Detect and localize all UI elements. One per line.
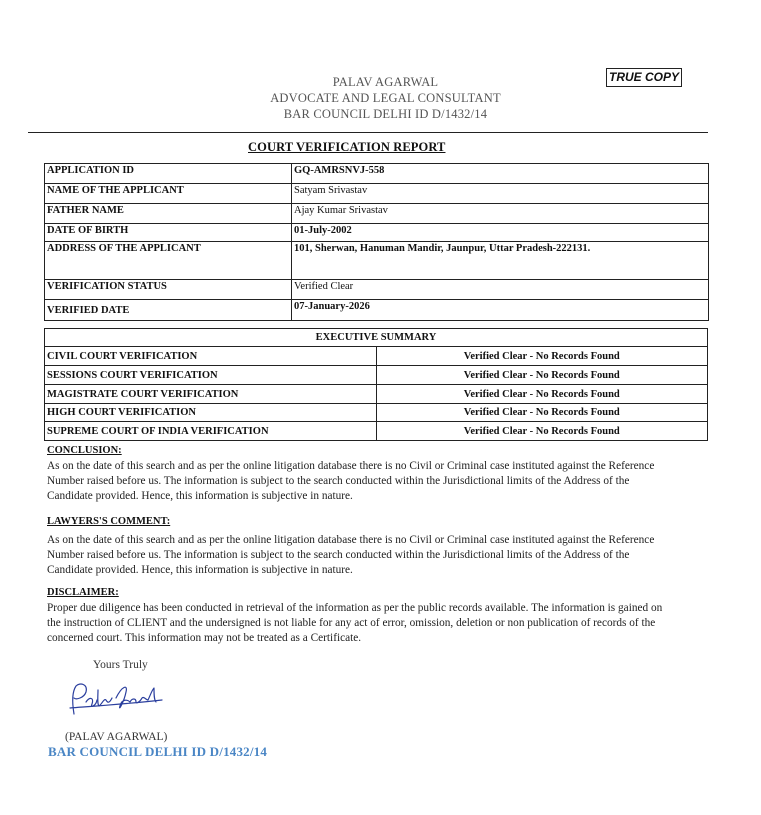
disclaimer-text (47, 601, 707, 646)
text-line: Number raised before us. The information is subject to the search conducted within the Jurisdictional limits of the Address of the (47, 549, 630, 561)
summary-value: Verified Clear - No Records Found (376, 385, 708, 404)
table-row (45, 164, 709, 184)
table-row (45, 204, 709, 224)
disclaimer-title: DISCLAIMER: (47, 587, 119, 598)
text-line: Number raised before us. The information is subject to the search conducted within the Jurisdictional limits of the Address of the (47, 475, 630, 487)
father-name-label: FATHER NAME (45, 204, 292, 224)
text-line: Proper due diligence has been conducted in retrieval of the information as per the public records available. The information is gained on (47, 602, 663, 614)
conclusion-text (47, 459, 707, 504)
verified-date-label: VERIFIED DATE (45, 300, 292, 321)
address-label: ADDRESS OF THE APPLICANT (45, 242, 292, 280)
summary-label: CIVIL COURT VERIFICATION (45, 347, 377, 366)
header-divider (28, 132, 708, 133)
text-line: As on the date of this search and as per the online litigation database there is no Civil or Criminal case instituted against the Reference (47, 534, 655, 546)
table-row (45, 422, 708, 441)
text-line: Candidate provided. Hence, this information is subjective in nature. (47, 564, 353, 576)
summary-label: SUPREME COURT OF INDIA VERIFICATION (45, 422, 377, 441)
father-name-value: Ajay Kumar Srivastav (292, 204, 709, 224)
table-row (45, 404, 708, 422)
table-row (45, 329, 708, 347)
executive-summary-table (44, 328, 708, 441)
summary-value: Verified Clear - No Records Found (376, 347, 708, 366)
address-value: 101, Sherwan, Hanuman Mandir, Jaunpur, Uttar Pradesh-222131. (292, 242, 709, 280)
handwritten-signature (66, 678, 166, 722)
table-row (45, 366, 708, 385)
lawyers-comment-text (47, 533, 707, 578)
application-id-value: GQ-AMRSNVJ-558 (292, 164, 709, 184)
yours-truly: Yours Truly (93, 659, 148, 671)
application-id-label: APPLICATION ID (45, 164, 292, 184)
text-line: Candidate provided. Hence, this information is subjective in nature. (47, 490, 353, 502)
verification-status-value: Verified Clear (292, 280, 709, 300)
summary-label: SESSIONS COURT VERIFICATION (45, 366, 377, 385)
summary-label: MAGISTRATE COURT VERIFICATION (45, 385, 377, 404)
conclusion-title: CONCLUSION: (47, 445, 122, 456)
text-line: the instruction of CLIENT and the undersigned is not liable for any act of error, omission, deletion or non publication of records of the (47, 617, 656, 629)
advocate-name: PALAV AGARWAL (332, 75, 439, 89)
applicant-name-label: NAME OF THE APPLICANT (45, 184, 292, 204)
summary-label: HIGH COURT VERIFICATION (45, 404, 377, 422)
signatory-bar-id: BAR COUNCIL DELHI ID D/1432/14 (48, 744, 268, 759)
text-line: As on the date of this search and as per the online litigation database there is no Civil or Criminal case instituted against the Reference (47, 460, 655, 472)
advocate-title: ADVOCATE AND LEGAL CONSULTANT (270, 91, 501, 105)
table-row (45, 242, 709, 280)
table-row (45, 347, 708, 366)
summary-value: Verified Clear - No Records Found (376, 422, 708, 441)
table-row (45, 300, 709, 321)
applicant-name-value: Satyam Srivastav (292, 184, 709, 204)
signatory-name: (PALAV AGARWAL) (65, 731, 168, 743)
applicant-details-table (44, 163, 709, 321)
verification-status-label: VERIFICATION STATUS (45, 280, 292, 300)
verified-date-value: 07-January-2026 (292, 300, 709, 321)
table-row (45, 184, 709, 204)
dob-label: DATE OF BIRTH (45, 224, 292, 242)
table-row (45, 280, 709, 300)
true-copy-stamp: TRUE COPY (606, 68, 682, 87)
report-title: COURT VERIFICATION REPORT (248, 140, 446, 154)
bar-council-id: BAR COUNCIL DELHI ID D/1432/14 (283, 107, 488, 121)
lawyers-comment-title: LAWYERS'S COMMENT: (47, 516, 171, 527)
summary-value: Verified Clear - No Records Found (376, 366, 708, 385)
table-row (45, 385, 708, 404)
table-row (45, 224, 709, 242)
executive-summary-heading: EXECUTIVE SUMMARY (45, 329, 708, 347)
summary-value: Verified Clear - No Records Found (376, 404, 708, 422)
text-line: concerned court. This information may not be treated as a Certificate. (47, 632, 362, 644)
dob-value: 01-July-2002 (292, 224, 709, 242)
